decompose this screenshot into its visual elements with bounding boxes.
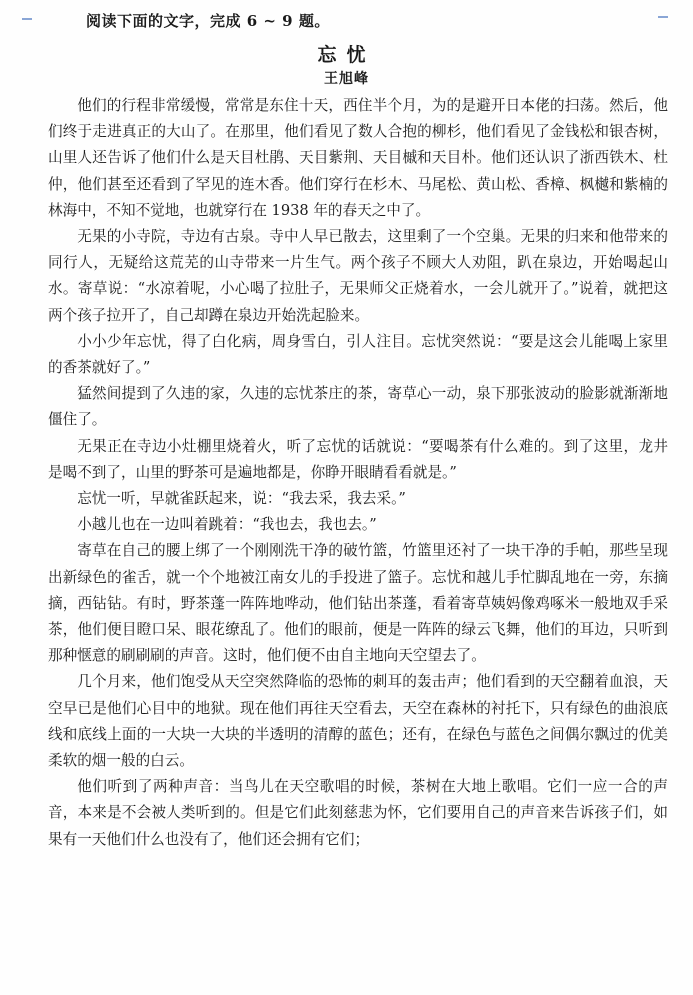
paragraph: 他们的行程非常缓慢，常常是东住十天，西住半个月，为的是避开日本佬的扫荡。然后，他们终于走进真正的大山了。在那里，他们看见了数人合抱的柳杉，他们看见了金钱松和银杏树，山里人还告诉了他们什么是天目杜鹃、天目紫荆、天目槭和天目朴。他们还认识了浙西铁木、杜仲，他们甚至还看到了罕见的连木香。他们穿行在杉木、马尾松、黄山松、香樟、枫樾和紫楠的林海中，不知不觉地，也就穿行在 1938 年的春天之中了。 bbox=[48, 97, 668, 219]
paragraph: 他们听到了两种声音：当鸟儿在天空歌唱的时候，茶树在大地上歌唱。它们一应一合的声音，本来是不会被人类听到的。但是它们此刻慈悲为怀，它们要用自己的声音来告诉孩子们，如果有一天他们什么也没有了，他们还会拥有它们； bbox=[48, 778, 668, 848]
paragraph: 忘忧一听，早就雀跃起来，说：“我去采，我去采。” bbox=[77, 490, 406, 508]
paragraph: 寄草在自己的腰上绑了一个刚刚洗干净的破竹篮，竹篮里还衬了一块干净的手帕，那些呈现出新绿色的雀舌，就一个个地被江南女儿的手投进了篮子。忘忧和越儿手忙脚乱地在一旁，东摘摘，西钻钻。有时，野茶蓬一阵阵地哗动，他们钻出茶蓬，看着寄草姨妈像鸡啄米一般地双手采茶，他们便目瞪口呆、眼花缭乱了。他们的眼前，便是一阵阵的绿云飞舞，他们的耳边，只听到那种惬意的刷刷刷的声音。这时，他们便不由自主地向天空望去了。 bbox=[48, 542, 668, 665]
paragraph: 小小少年忘忧，得了白化病，周身雪白，引人注目。忘忧突然说：“要是这会儿能喝上家里的香茶就好了。” bbox=[48, 332, 668, 377]
paragraph: 几个月来，他们饱受从天空突然降临的恐怖的刺耳的轰击声；他们看到的天空翻着血浪，天空早已是他们心目中的地狱。现在他们再往天空看去，天空在森林的衬托下，只有绿色的曲浪底线和底线上面的一大块一大块的半透明的清醇的蓝色；还有，在绿色与蓝色之间偶尔飘过的优美柔软的烟一般的白云。 bbox=[48, 673, 668, 770]
paragraph: 小越儿也在一边叫着跳着：“我也去，我也去。” bbox=[77, 516, 377, 534]
scan-mark bbox=[658, 16, 668, 18]
article-body bbox=[48, 93, 668, 853]
article-title: 忘忧 bbox=[317, 44, 376, 66]
scan-mark bbox=[22, 18, 32, 20]
article-author: 王旭峰 bbox=[324, 71, 369, 87]
paragraph: 猛然间提到了久违的家，久违的忘忧茶庄的茶，寄草心一动，泉下那张波动的脸影就渐渐地僵住了。 bbox=[48, 385, 668, 429]
question-instruction: 阅读下面的文字，完成 6 ~ 9 题。 bbox=[86, 12, 330, 30]
paragraph: 无果的小寺院，寺边有古泉。寺中人早已散去，这里剩了一个空巢。无果的归来和他带来的同行人，无疑给这荒芜的山寺带来一片生气。两个孩子不顾大人劝阻，趴在泉边，开始喝起山水。寄草说：“水凉着呢，小心喝了拉肚子，无果师父正烧着水，一会儿就开了。”说着，就把这两个孩子拉开了，自己却蹲在泉边开始洗起脸来。 bbox=[48, 228, 668, 324]
paragraph: 无果正在寺边小灶棚里烧着火，听了忘忧的话就说：“要喝茶有什么难的。到了这里，龙井是喝不到了，山里的野茶可是遍地都是，你睁开眼睛看看就是。” bbox=[48, 437, 668, 481]
